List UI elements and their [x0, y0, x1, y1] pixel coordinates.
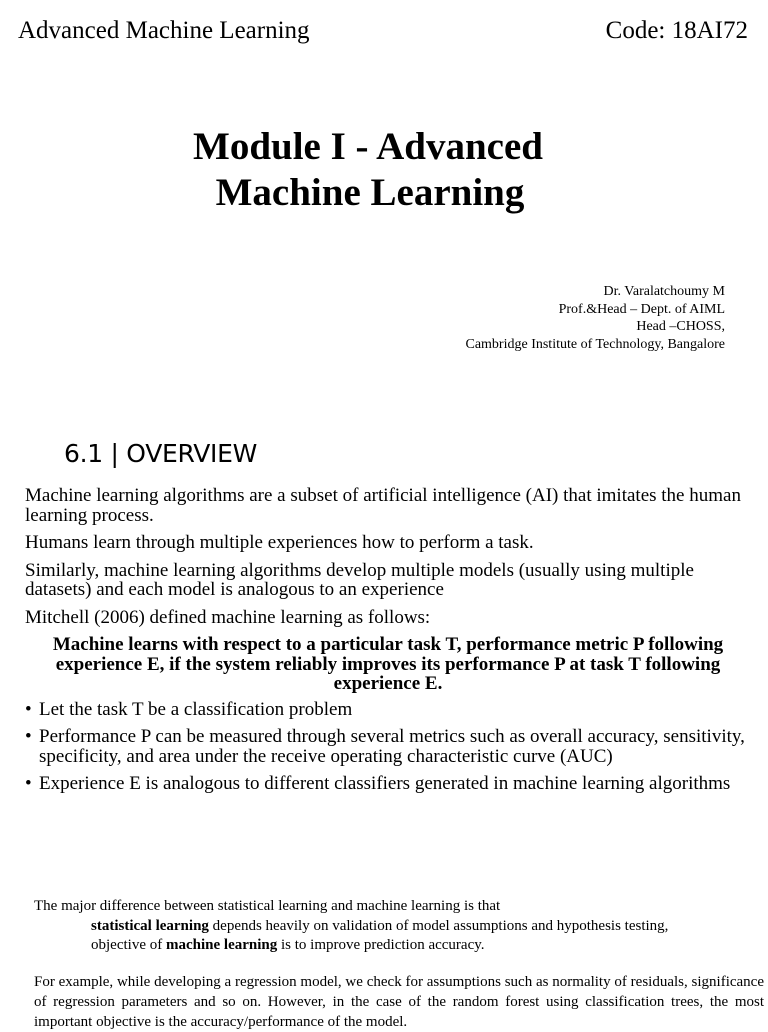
bullet-icon: •	[25, 726, 32, 747]
title-line-2: Machine Learning	[215, 171, 525, 214]
course-title: Advanced Machine Learning	[18, 17, 310, 44]
machine-learning-prefix: objective of	[91, 937, 166, 953]
section-heading: 6.1 | OVERVIEW	[64, 439, 258, 468]
overview-content	[25, 486, 751, 802]
bullet-list	[25, 700, 751, 794]
difference-statistical	[34, 917, 734, 937]
difference-machine	[34, 936, 734, 956]
list-item-text: Let the task T be a classification problem	[39, 698, 353, 720]
list-item-text: Performance P can be measured through several metrics such as overall accuracy, sensitivity, specificity, and area under the receive operating characteristic curve (AUC)	[39, 726, 745, 767]
overview-paragraph-1: Machine learning algorithms are a subset of artificial intelligence (AI) that imitates the human learning process.	[25, 485, 741, 526]
bullet-icon: •	[25, 773, 32, 794]
author-role-1: Prof.&Head – Dept. of AIML	[558, 301, 725, 317]
list-item	[25, 727, 751, 766]
page-title	[0, 124, 736, 216]
author-block	[465, 283, 725, 353]
difference-intro: The major difference between statistical learning and machine learning is that	[34, 898, 501, 914]
list-item-text: Experience E is analogous to different classifiers generated in machine learning algorithms	[39, 773, 731, 794]
author-name: Dr. Varalatchoumy M	[603, 284, 725, 299]
author-institute: Cambridge Institute of Technology, Bangalore	[465, 336, 725, 352]
difference-block	[34, 897, 734, 956]
ml-definition: Machine learns with respect to a particular task T, performance metric P following experience E, if the system reliably improves its performance P at task T following experience E.	[52, 634, 724, 694]
statistical-learning-text: depends heavily on validation of model assumptions and hypothesis testing,	[208, 917, 669, 934]
overview-paragraph-4: Mitchell (2006) defined machine learning as follows:	[25, 606, 431, 628]
example-paragraph: For example, while developing a regression model, we check for assumptions such as normality of residuals, significance of regression parameters and so on. However, in the case of the random forest using classification trees, the most important objective is the accuracy/performance of the model.	[34, 974, 764, 1030]
list-item	[25, 774, 751, 794]
author-role-2: Head –CHOSS,	[636, 319, 725, 334]
machine-learning-text: is to improve prediction accuracy.	[277, 937, 485, 953]
title-line-1: Module I - Advanced	[193, 125, 543, 168]
list-item	[25, 700, 751, 720]
statistical-learning-term: statistical learning	[91, 917, 209, 934]
overview-paragraph-3: Similarly, machine learning algorithms develop multiple models (usually using multiple datasets) and each model is analogous to an experience	[25, 559, 694, 600]
bullet-icon: •	[25, 698, 32, 720]
machine-learning-term: machine learning	[165, 937, 278, 953]
course-code: Code: 18AI72	[605, 17, 748, 44]
overview-paragraph-2: Humans learn through multiple experiences how to perform a task.	[25, 532, 534, 553]
